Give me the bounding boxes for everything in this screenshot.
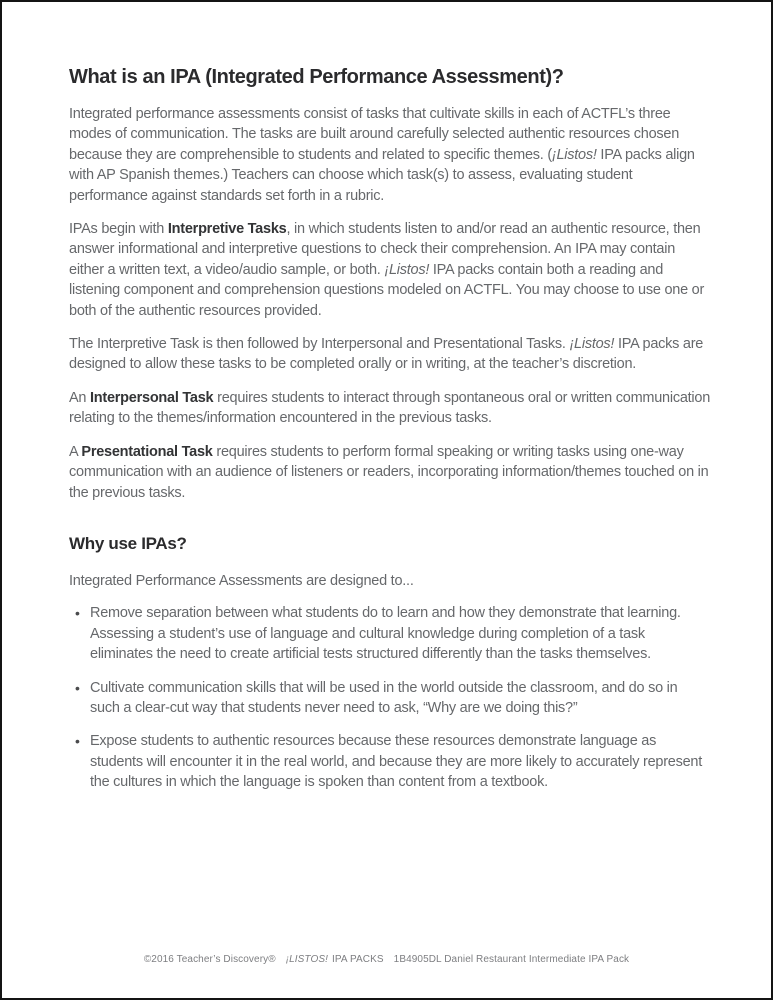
text-segment: IPA packs are designed to allow these tasks to be completed orally or in writing, at the teacher’s discretion. bbox=[69, 336, 704, 373]
bullet-icon: • bbox=[75, 605, 80, 622]
paragraph-interpersonal-task bbox=[69, 388, 710, 429]
paragraph-intro-ipa bbox=[69, 104, 710, 206]
text-segment-bold: Interpretive Tasks bbox=[167, 221, 287, 238]
list-item bbox=[69, 603, 710, 664]
bullet-text: Cultivate communication skills that will be used in the world outside the classroom, and do so in such a clear-cut way that students never need to ask, “Why are we doing this?” bbox=[90, 679, 678, 716]
text-segment: requires students to interact through spontaneous oral or written communication relating to the themes/information encountered in the previous tasks. bbox=[69, 389, 711, 427]
footer-brand bbox=[286, 954, 384, 966]
paragraph-task-order bbox=[69, 334, 710, 375]
page-title: What is an IPA (Integrated Performance Assessment)? bbox=[69, 66, 564, 88]
text-segment: IPA packs align with AP Spanish themes.) Teachers can choose which task(s) to assess, evaluating student performance against standards set forth in a rubric. bbox=[69, 146, 695, 204]
page-footer bbox=[2, 954, 771, 966]
why-bullet-list bbox=[69, 603, 710, 792]
bullet-icon: • bbox=[75, 733, 80, 750]
page-content bbox=[69, 64, 710, 806]
list-item bbox=[69, 678, 710, 719]
footer-brand-name: ¡LISTOS! bbox=[285, 954, 328, 965]
list-item bbox=[69, 731, 710, 792]
text-segment: Integrated performance assessments consist of tasks that cultivate skills in each of ACTFL’s three modes of communication. The tasks are built around carefully selected authentic resources chosen because they are comprehensible to students and related to specific themes. ( bbox=[69, 106, 680, 163]
text-segment: An bbox=[69, 389, 91, 406]
text-segment-italic: ¡Listos! bbox=[384, 261, 430, 278]
bullet-icon: • bbox=[75, 679, 80, 696]
text-segment: IPA packs contain both a reading and listening component and comprehension questions modeled on ACTFL. You may choose to use one or both of the authentic resources provided. bbox=[69, 261, 705, 319]
text-segment: requires students to perform formal speaking or writing tasks using one-way communication with an audience of listeners or readers, incorporating information/themes touched on in the previous tasks. bbox=[69, 443, 709, 501]
text-segment-bold: Presentational Task bbox=[81, 443, 213, 460]
bullet-text: Expose students to authentic resources because these resources demonstrate language as students will encounter it in the real world, and because they are more likely to accurately represent the cultures in which the language is spoken than content from a textbook. bbox=[90, 733, 703, 791]
bullet-text: Remove separation between what students do to learn and how they demonstrate that learning. Assessing a student’s use of language and cultural knowledge during completion of a task eliminates the need to create artificial tests structured differently than the tasks themselves. bbox=[90, 605, 681, 663]
paragraph-interpretive-tasks bbox=[69, 219, 710, 321]
footer-copyright: ©2016 Teacher’s Discovery® bbox=[143, 954, 276, 965]
paragraph-presentational-task bbox=[69, 442, 710, 503]
text-segment: , in which students listen to and/or read an authentic resource, then answer informational and interpretive questions to check their comprehension. An IPA may contain either a written text, a video/audio sample, or both. bbox=[69, 221, 701, 278]
footer-product-code: 1B4905DL Daniel Restaurant Intermediate IPA Pack bbox=[393, 954, 630, 965]
text-segment: A bbox=[69, 443, 82, 460]
text-segment: The Interpretive Task is then followed by Interpersonal and Presentational Tasks. bbox=[69, 336, 570, 353]
text-segment: IPAs begin with bbox=[69, 221, 168, 238]
why-intro-line: Integrated Performance Assessments are designed to... bbox=[69, 572, 414, 589]
text-segment-bold: Interpersonal Task bbox=[90, 389, 214, 406]
text-segment-italic: ¡Listos! bbox=[569, 336, 615, 353]
footer-brand-suffix: IPA PACKS bbox=[331, 954, 384, 965]
text-segment-italic: ¡Listos! bbox=[551, 146, 597, 163]
section-title-why-use-ipas: Why use IPAs? bbox=[69, 533, 187, 553]
